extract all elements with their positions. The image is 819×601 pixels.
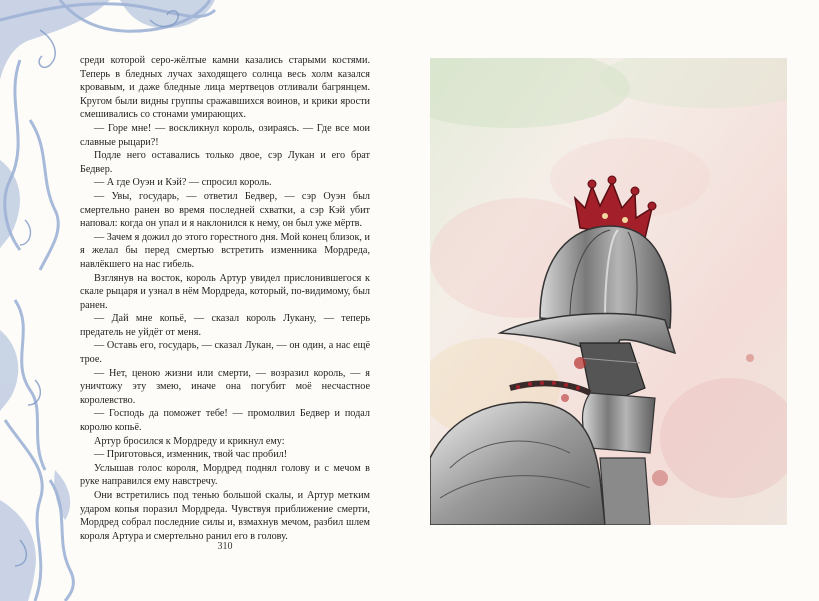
chapter-text [80, 54, 370, 543]
paragraph: среди которой серо-жёлтые камни казались старыми костями. Теперь в бледных лучах заходящего солнца весь холм казался кровавым, и даже бледные лица мертвецов отливали багрянцем. Кругом были видны группы сражавшихся воинов, и крики ярости смешивались со стонами умирающих. [80, 55, 370, 121]
paragraph: — Оставь его, государь, — сказал Лукан, — он один, а нас ещё трое. [80, 340, 370, 366]
paragraph: — Приготовься, изменник, твой час пробил! [94, 449, 288, 461]
paragraph: Подле него оставались только двое, сэр Лукан и его брат Бедвер. [80, 150, 370, 175]
knight-helmet-icon [430, 58, 787, 525]
paragraph: Артур бросился к Мордреду и крикнул ему: [94, 435, 285, 447]
paragraph: Они встретились под тенью большой скалы, и Артур метким ударом копья поразил Мордреда. Чувствуя приближение смерти, Мордред собрал последние силы и, взмахнув мечом, разбил шлем короля Артура и смертельно ранил его в голову. [80, 490, 370, 542]
paragraph: — Нет, ценою жизни или смерти, — возразил король, — я уничтожу эту змею, иначе она погубит моё несчастное королевство. [80, 367, 370, 406]
paragraph: — Зачем я дожил до этого горестного дня. Мой конец близок, и я желал бы перед смертью встретить изменника Мордреда, навлёкшего на нас гибель. [80, 231, 370, 270]
paragraph: — А где Оуэн и Кэй? — спросил король. [94, 177, 272, 189]
paragraph: Взглянув на восток, король Артур увидел прислонившегося к скале рыцаря и узнал в нём Мордреда, который, по-видимому, был ранен. [80, 272, 370, 311]
paragraph: Услышав голос короля, Мордред поднял голову и с мечом в руке направился ему навстречу. [80, 462, 370, 488]
paragraph: — Горе мне! — воскликнул король, озираясь. — Где все мои славные рыцари?! [80, 122, 370, 148]
knight-illustration [430, 58, 787, 525]
paragraph: — Господь да поможет тебе! — промолвил Бедвер и подал королю копьё. [80, 408, 370, 434]
paragraph: — Увы, государь, — ответил Бедвер, — сэр Оуэн был смертельно ранен во время последней схватки, а сэр Кэй убит наповал: когда он упал и я наклонился к нему, он был уже мёртв. [80, 190, 370, 230]
paragraph: — Дай мне копьё, — сказал король Лукану, — теперь предатель не уйдёт от меня. [80, 313, 370, 338]
page-number: 310 [217, 541, 233, 552]
